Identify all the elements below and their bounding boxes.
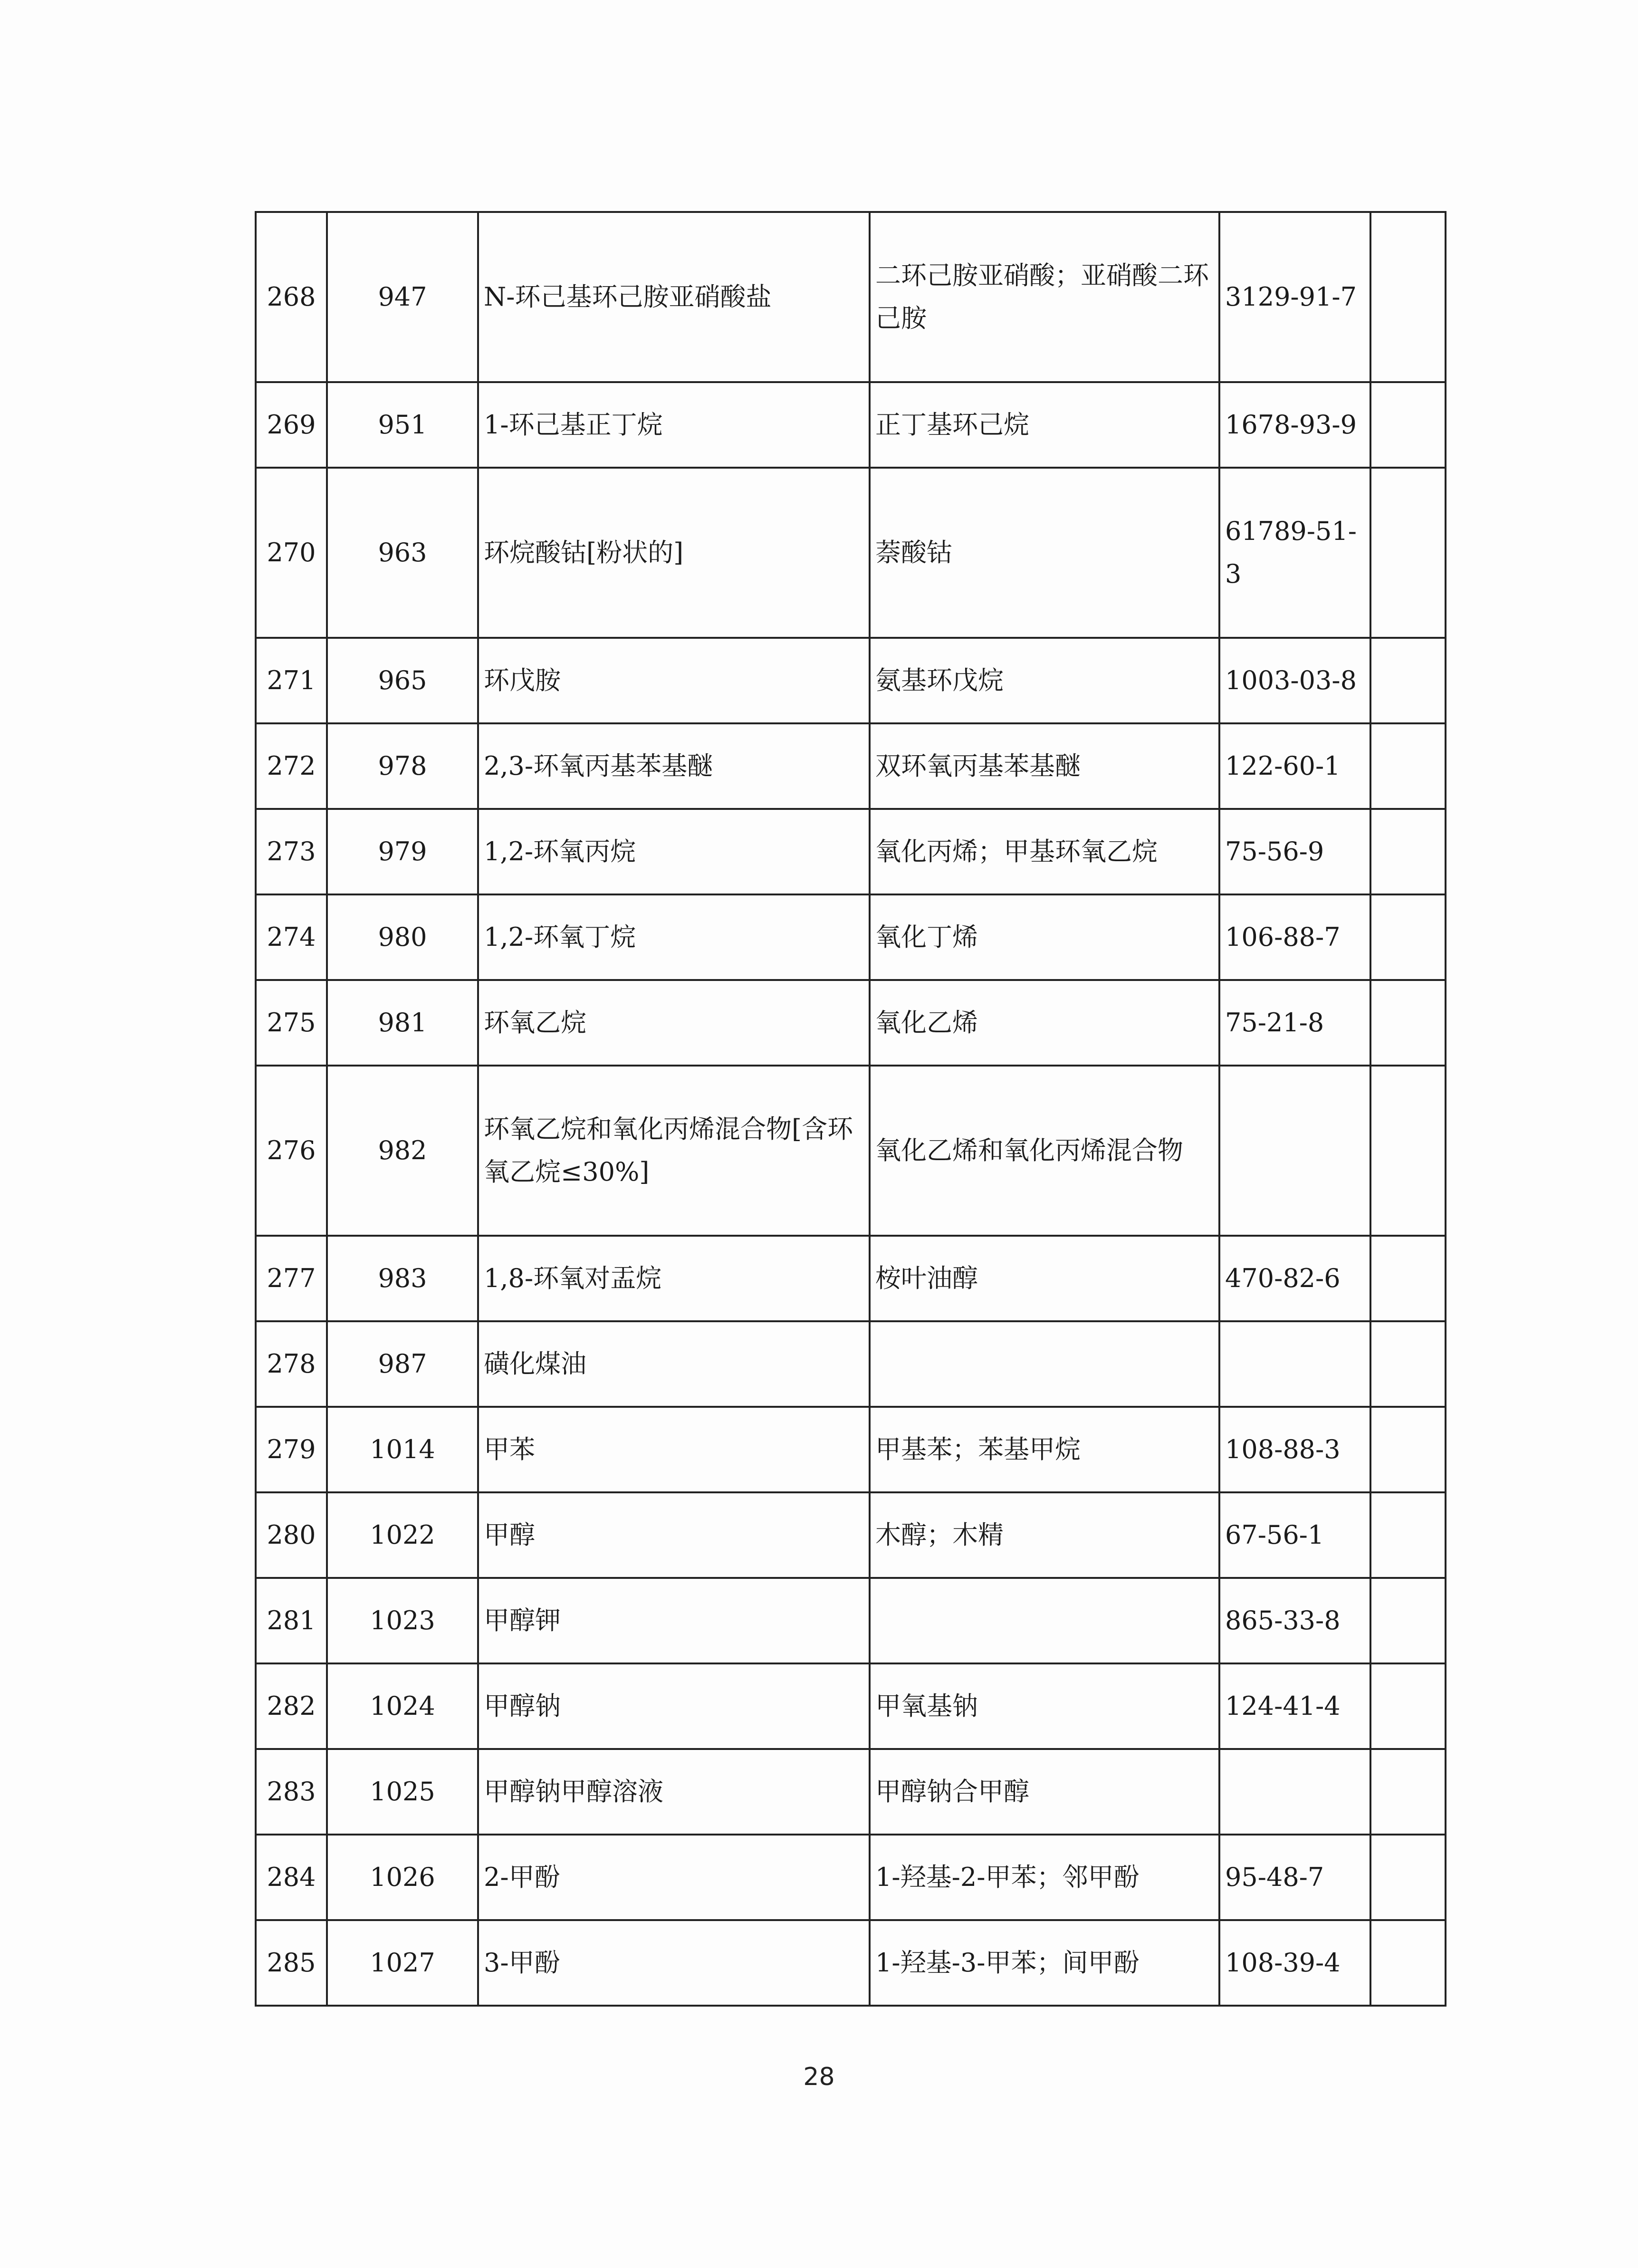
- remarks-cell: [1370, 1749, 1446, 1835]
- table-row: [256, 1920, 1446, 2006]
- chemicals-table-body: [256, 212, 1446, 2006]
- chemical-name: 甲苯: [478, 1407, 870, 1492]
- table-row: [256, 809, 1446, 894]
- remarks-cell: [1370, 1407, 1446, 1492]
- chemical-alias: 氧化乙烯和氧化丙烯混合物: [870, 1066, 1219, 1236]
- row-index: 284: [256, 1835, 327, 1920]
- cas-number: [1219, 1749, 1370, 1835]
- remarks-cell: [1370, 1066, 1446, 1236]
- chemical-alias: 桉叶油醇: [870, 1236, 1219, 1321]
- chemical-alias: 氨基环戊烷: [870, 638, 1219, 723]
- catalog-number: 1022: [327, 1492, 478, 1578]
- table-row: [256, 1407, 1446, 1492]
- chemical-alias: 甲基苯；苯基甲烷: [870, 1407, 1219, 1492]
- row-index: 273: [256, 809, 327, 894]
- cas-number: 1003-03-8: [1219, 638, 1370, 723]
- catalog-number: 981: [327, 980, 478, 1066]
- cas-number: [1219, 1066, 1370, 1236]
- chemical-alias: 1-羟基-3-甲苯；间甲酚: [870, 1920, 1219, 2006]
- chemical-name: 甲醇: [478, 1492, 870, 1578]
- cas-number: 470-82-6: [1219, 1236, 1370, 1321]
- table-row: [256, 638, 1446, 723]
- cas-number: 108-88-3: [1219, 1407, 1370, 1492]
- remarks-cell: [1370, 723, 1446, 809]
- row-index: 279: [256, 1407, 327, 1492]
- remarks-cell: [1370, 1920, 1446, 2006]
- chemical-alias: 1-羟基-2-甲苯；邻甲酚: [870, 1835, 1219, 1920]
- remarks-cell: [1370, 1663, 1446, 1749]
- table-row: [256, 1663, 1446, 1749]
- chemical-name: 环氧乙烷: [478, 980, 870, 1066]
- table-row: [256, 980, 1446, 1066]
- remarks-cell: [1370, 1835, 1446, 1920]
- row-index: 281: [256, 1578, 327, 1663]
- cas-number: 95-48-7: [1219, 1835, 1370, 1920]
- catalog-number: 978: [327, 723, 478, 809]
- row-index: 277: [256, 1236, 327, 1321]
- table-row: [256, 212, 1446, 382]
- row-index: 276: [256, 1066, 327, 1236]
- catalog-number: 947: [327, 212, 478, 382]
- table-row: [256, 894, 1446, 980]
- chemical-alias: 氧化乙烯: [870, 980, 1219, 1066]
- chemical-name: 甲醇钠甲醇溶液: [478, 1749, 870, 1835]
- row-index: 274: [256, 894, 327, 980]
- row-index: 280: [256, 1492, 327, 1578]
- catalog-number: 1025: [327, 1749, 478, 1835]
- table-row: [256, 1236, 1446, 1321]
- row-index: 278: [256, 1321, 327, 1407]
- chemical-name: N-环己基环己胺亚硝酸盐: [478, 212, 870, 382]
- row-index: 271: [256, 638, 327, 723]
- chemical-alias: 氧化丁烯: [870, 894, 1219, 980]
- catalog-number: 1023: [327, 1578, 478, 1663]
- chemical-name: 1,2-环氧丙烷: [478, 809, 870, 894]
- chemical-name: 2,3-环氧丙基苯基醚: [478, 723, 870, 809]
- remarks-cell: [1370, 894, 1446, 980]
- catalog-number: 1026: [327, 1835, 478, 1920]
- cas-number: 1678-93-9: [1219, 382, 1370, 468]
- cas-number: 61789-51-3: [1219, 468, 1370, 638]
- catalog-number: 1014: [327, 1407, 478, 1492]
- chemical-name: 环烷酸钴[粉状的]: [478, 468, 870, 638]
- catalog-number: 951: [327, 382, 478, 468]
- catalog-number: 963: [327, 468, 478, 638]
- cas-number: 122-60-1: [1219, 723, 1370, 809]
- chemical-alias: 二环己胺亚硝酸；亚硝酸二环己胺: [870, 212, 1219, 382]
- chemical-name: 环戊胺: [478, 638, 870, 723]
- table-row: [256, 723, 1446, 809]
- table-row: [256, 1321, 1446, 1407]
- table-row: [256, 1835, 1446, 1920]
- row-index: 275: [256, 980, 327, 1066]
- table-row: [256, 468, 1446, 638]
- chemical-name: 1,8-环氧对盂烷: [478, 1236, 870, 1321]
- remarks-cell: [1370, 1578, 1446, 1663]
- remarks-cell: [1370, 1321, 1446, 1407]
- catalog-number: 979: [327, 809, 478, 894]
- remarks-cell: [1370, 809, 1446, 894]
- chemical-name: 1,2-环氧丁烷: [478, 894, 870, 980]
- chemical-alias: 正丁基环己烷: [870, 382, 1219, 468]
- catalog-number: 982: [327, 1066, 478, 1236]
- chemical-alias: 木醇；木精: [870, 1492, 1219, 1578]
- table-row: [256, 1749, 1446, 1835]
- cas-number: 865-33-8: [1219, 1578, 1370, 1663]
- table-row: [256, 382, 1446, 468]
- catalog-number: 1024: [327, 1663, 478, 1749]
- catalog-number: 1027: [327, 1920, 478, 2006]
- page-number: 28: [803, 2063, 835, 2091]
- chemical-name: 甲醇钾: [478, 1578, 870, 1663]
- cas-number: 3129-91-7: [1219, 212, 1370, 382]
- cas-number: 67-56-1: [1219, 1492, 1370, 1578]
- catalog-number: 965: [327, 638, 478, 723]
- cas-number: 106-88-7: [1219, 894, 1370, 980]
- cas-number: 124-41-4: [1219, 1663, 1370, 1749]
- row-index: 272: [256, 723, 327, 809]
- chemical-name: 甲醇钠: [478, 1663, 870, 1749]
- chemical-name: 2-甲酚: [478, 1835, 870, 1920]
- chemical-alias: 双环氧丙基苯基醚: [870, 723, 1219, 809]
- cas-number: 108-39-4: [1219, 1920, 1370, 2006]
- chemical-name: 1-环己基正丁烷: [478, 382, 870, 468]
- row-index: 270: [256, 468, 327, 638]
- catalog-number: 980: [327, 894, 478, 980]
- cas-number: 75-56-9: [1219, 809, 1370, 894]
- cas-number: [1219, 1321, 1370, 1407]
- remarks-cell: [1370, 1236, 1446, 1321]
- row-index: 282: [256, 1663, 327, 1749]
- table-row: [256, 1578, 1446, 1663]
- remarks-cell: [1370, 638, 1446, 723]
- chemical-alias: [870, 1578, 1219, 1663]
- remarks-cell: [1370, 468, 1446, 638]
- remarks-cell: [1370, 980, 1446, 1066]
- row-index: 268: [256, 212, 327, 382]
- remarks-cell: [1370, 1492, 1446, 1578]
- cas-number: 75-21-8: [1219, 980, 1370, 1066]
- table-row: [256, 1066, 1446, 1236]
- remarks-cell: [1370, 212, 1446, 382]
- table-row: [256, 1492, 1446, 1578]
- chemical-alias: 甲氧基钠: [870, 1663, 1219, 1749]
- chemical-name: 环氧乙烷和氧化丙烯混合物[含环氧乙烷≤30%]: [478, 1066, 870, 1236]
- chemical-alias: [870, 1321, 1219, 1407]
- row-index: 285: [256, 1920, 327, 2006]
- chemical-alias: 氧化丙烯；甲基环氧乙烷: [870, 809, 1219, 894]
- row-index: 269: [256, 382, 327, 468]
- chemical-name: 3-甲酚: [478, 1920, 870, 2006]
- catalog-number: 983: [327, 1236, 478, 1321]
- remarks-cell: [1370, 382, 1446, 468]
- chemical-name: 磺化煤油: [478, 1321, 870, 1407]
- catalog-number: 987: [327, 1321, 478, 1407]
- chemical-alias: 甲醇钠合甲醇: [870, 1749, 1219, 1835]
- chemical-alias: 萘酸钴: [870, 468, 1219, 638]
- chemicals-table: [255, 211, 1446, 2007]
- row-index: 283: [256, 1749, 327, 1835]
